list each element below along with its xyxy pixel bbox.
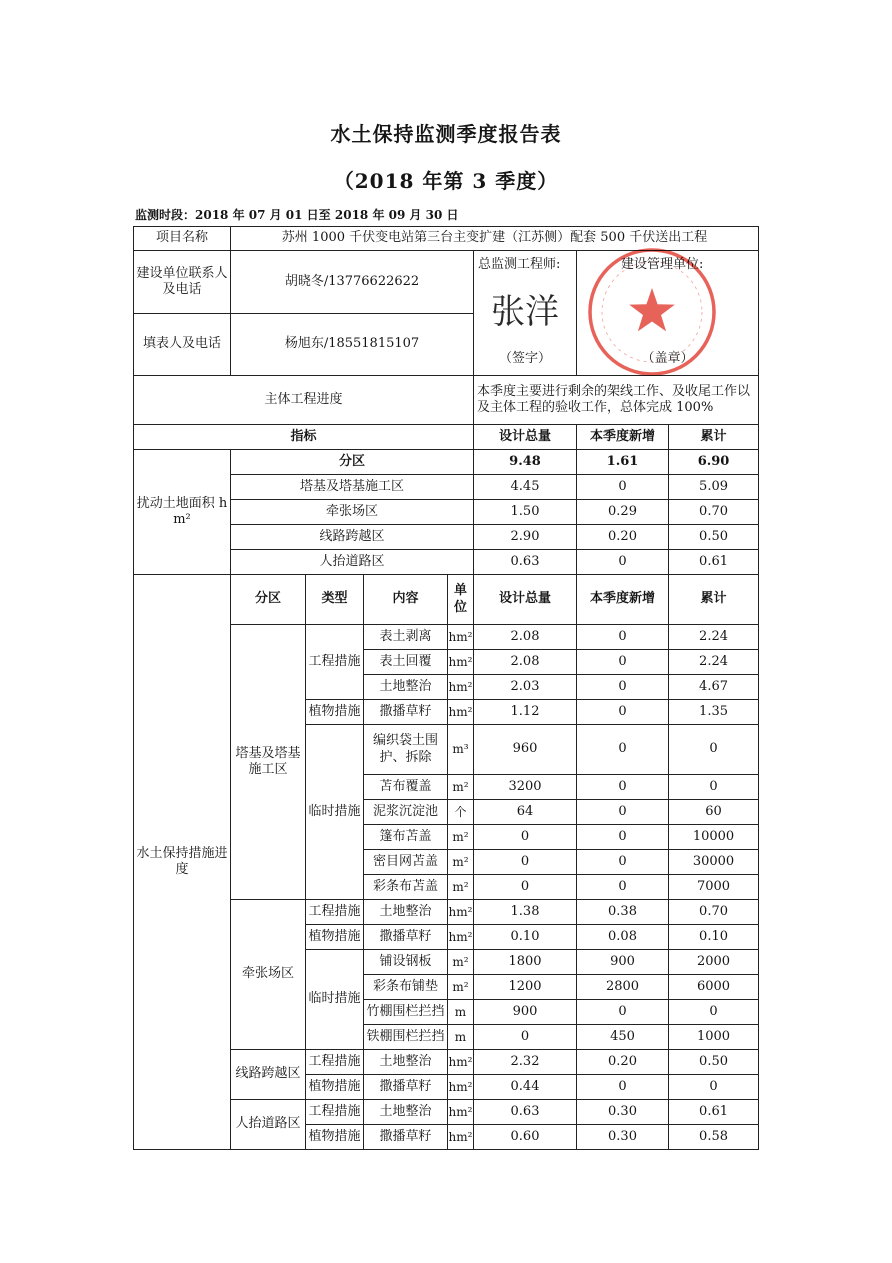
measure-unit: m [448, 1000, 474, 1025]
indicator-design-header: 设计总量 [474, 425, 577, 450]
measure-content: 彩条布苫盖 [364, 875, 448, 900]
measure-design: 1.38 [474, 900, 577, 925]
measure-total: 0.10 [669, 925, 759, 950]
measure-new: 2800 [577, 975, 669, 1000]
progress-value: 本季度主要进行剩余的架线工作、及收尾工作以及主体工程的验收工作，总体完成 100% [474, 376, 759, 425]
engineer-signature: 张洋 [491, 292, 559, 332]
measure-type: 工程措施 [306, 900, 364, 925]
measure-unit: m [448, 1025, 474, 1050]
disturbance-design: 9.48 [474, 450, 577, 475]
measure-content: 土地整治 [364, 675, 448, 700]
contact-value: 胡晓冬/13776622622 [231, 251, 474, 314]
measure-total: 1.35 [669, 700, 759, 725]
disturbance-zone: 牵张场区 [231, 500, 474, 525]
measure-design: 2.32 [474, 1050, 577, 1075]
measure-type: 工程措施 [306, 625, 364, 700]
measure-total: 0 [669, 1000, 759, 1025]
progress-label: 主体工程进度 [134, 376, 474, 425]
measure-content: 撒播草籽 [364, 925, 448, 950]
disturbance-new: 0.20 [577, 525, 669, 550]
measure-new: 900 [577, 950, 669, 975]
project-name-label: 项目名称 [134, 227, 231, 251]
measure-total: 10000 [669, 825, 759, 850]
measure-design: 0 [474, 1025, 577, 1050]
indicator-total-header: 累计 [669, 425, 759, 450]
measure-unit: m² [448, 975, 474, 1000]
disturbance-new: 0.29 [577, 500, 669, 525]
measure-new: 0 [577, 825, 669, 850]
measure-unit: 个 [448, 800, 474, 825]
measure-type: 临时措施 [306, 725, 364, 900]
measure-design: 0 [474, 825, 577, 850]
measure-total: 4.67 [669, 675, 759, 700]
measure-total: 2.24 [669, 650, 759, 675]
measure-unit: hm² [448, 1100, 474, 1125]
measure-type: 工程措施 [306, 1050, 364, 1075]
measure-design: 0 [474, 850, 577, 875]
disturbance-label: 扰动土地面积 hm² [134, 450, 231, 575]
owner-label: 建设管理单位: [621, 257, 704, 272]
measure-new: 0 [577, 850, 669, 875]
measure-total: 2.24 [669, 625, 759, 650]
measure-new: 0.30 [577, 1100, 669, 1125]
disturbance-zone: 分区 [231, 450, 474, 475]
measure-new: 0.38 [577, 900, 669, 925]
measure-type: 植物措施 [306, 1125, 364, 1150]
measure-new: 450 [577, 1025, 669, 1050]
measure-content: 表土回覆 [364, 650, 448, 675]
document-title: 水土保持监测季度报告表 [330, 122, 562, 146]
measure-total: 1000 [669, 1025, 759, 1050]
measure-design: 2.03 [474, 675, 577, 700]
measure-zone: 人抬道路区 [231, 1100, 306, 1150]
measure-zone: 牵张场区 [231, 900, 306, 1050]
measure-unit: hm² [448, 900, 474, 925]
disturbance-new: 1.61 [577, 450, 669, 475]
measure-design: 1200 [474, 975, 577, 1000]
measure-content: 竹棚围栏拦挡 [364, 1000, 448, 1025]
document-quarter: （2018 年第 3 季度） [333, 169, 559, 193]
measure-total: 0.58 [669, 1125, 759, 1150]
measure-unit: m² [448, 850, 474, 875]
measure-design: 2.08 [474, 650, 577, 675]
disturbance-design: 4.45 [474, 475, 577, 500]
measure-zone: 塔基及塔基施工区 [231, 625, 306, 900]
measure-new: 0 [577, 650, 669, 675]
measure-total: 30000 [669, 850, 759, 875]
measure-zone: 线路跨越区 [231, 1050, 306, 1100]
measure-new: 0 [577, 875, 669, 900]
measure-total: 7000 [669, 875, 759, 900]
measure-unit: m² [448, 950, 474, 975]
measure-total: 0.61 [669, 1100, 759, 1125]
measure-type: 植物措施 [306, 1075, 364, 1100]
measure-unit: hm² [448, 700, 474, 725]
measure-unit: m³ [448, 725, 474, 775]
measure-design: 0 [474, 875, 577, 900]
measures-zone-header: 分区 [231, 575, 306, 625]
engineer-label: 总监测工程师: [478, 257, 561, 272]
measure-content: 铺设钢板 [364, 950, 448, 975]
measure-type: 临时措施 [306, 950, 364, 1050]
owner-seal-note: （盖章） [641, 350, 694, 366]
disturbance-zone: 线路跨越区 [231, 525, 474, 550]
measures-total-header: 累计 [669, 575, 759, 625]
measure-design: 2.08 [474, 625, 577, 650]
measure-new: 0 [577, 700, 669, 725]
disturbance-zone: 塔基及塔基施工区 [231, 475, 474, 500]
measure-content: 篷布苫盖 [364, 825, 448, 850]
measure-unit: hm² [448, 1050, 474, 1075]
measure-new: 0 [577, 1000, 669, 1025]
measure-content: 撒播草籽 [364, 1075, 448, 1100]
disturbance-total: 0.50 [669, 525, 759, 550]
measure-unit: hm² [448, 675, 474, 700]
measure-design: 0.10 [474, 925, 577, 950]
measure-design: 900 [474, 1000, 577, 1025]
measure-design: 960 [474, 725, 577, 775]
measure-total: 0 [669, 1075, 759, 1100]
measure-unit: m² [448, 825, 474, 850]
measure-unit: hm² [448, 625, 474, 650]
measure-new: 0 [577, 725, 669, 775]
measure-new: 0 [577, 675, 669, 700]
disturbance-zone: 人抬道路区 [231, 550, 474, 575]
measure-new: 0.08 [577, 925, 669, 950]
measure-content: 编织袋土围护、拆除 [364, 725, 448, 775]
measure-unit: m² [448, 775, 474, 800]
indicator-new-header: 本季度新增 [577, 425, 669, 450]
measure-new: 0 [577, 1075, 669, 1100]
measure-design: 1.12 [474, 700, 577, 725]
disturbance-total: 0.70 [669, 500, 759, 525]
measure-content: 苫布覆盖 [364, 775, 448, 800]
disturbance-design: 1.50 [474, 500, 577, 525]
measure-design: 0.44 [474, 1075, 577, 1100]
measure-content: 撒播草籽 [364, 1125, 448, 1150]
measure-design: 3200 [474, 775, 577, 800]
measures-design-header: 设计总量 [474, 575, 577, 625]
measure-new: 0.30 [577, 1125, 669, 1150]
disturbance-design: 2.90 [474, 525, 577, 550]
measure-total: 0 [669, 775, 759, 800]
measure-content: 撒播草籽 [364, 700, 448, 725]
measure-design: 0.63 [474, 1100, 577, 1125]
measure-content: 土地整治 [364, 1100, 448, 1125]
measure-design: 0.60 [474, 1125, 577, 1150]
engineer-cell [474, 251, 577, 376]
measure-new: 0 [577, 625, 669, 650]
measure-design: 1800 [474, 950, 577, 975]
measure-new: 0.20 [577, 1050, 669, 1075]
disturbance-design: 0.63 [474, 550, 577, 575]
indicator-label: 指标 [134, 425, 474, 450]
measure-total: 60 [669, 800, 759, 825]
project-name-value: 苏州 1000 千伏变电站第三台主变扩建（江苏侧）配套 500 千伏送出工程 [231, 227, 759, 251]
measure-content: 彩条布铺垫 [364, 975, 448, 1000]
disturbance-total: 5.09 [669, 475, 759, 500]
measure-unit: m² [448, 875, 474, 900]
measures-type-header: 类型 [306, 575, 364, 625]
measures-content-header: 内容 [364, 575, 448, 625]
filler-label: 填表人及电话 [134, 314, 231, 376]
measure-total: 2000 [669, 950, 759, 975]
measure-total: 0.50 [669, 1050, 759, 1075]
measure-type: 植物措施 [306, 925, 364, 950]
measure-content: 土地整治 [364, 900, 448, 925]
engineer-sign-note: （签字） [498, 350, 551, 366]
measure-unit: hm² [448, 1075, 474, 1100]
measure-unit: hm² [448, 650, 474, 675]
disturbance-total: 6.90 [669, 450, 759, 475]
measure-content: 密目网苫盖 [364, 850, 448, 875]
disturbance-new: 0 [577, 475, 669, 500]
seal-star-icon [629, 288, 675, 331]
measure-unit: hm² [448, 1125, 474, 1150]
measure-content: 泥浆沉淀池 [364, 800, 448, 825]
measure-total: 0.70 [669, 900, 759, 925]
filler-value: 杨旭东/18551815107 [231, 314, 474, 376]
measure-new: 0 [577, 775, 669, 800]
contact-label: 建设单位联系人及电话 [134, 251, 231, 314]
monitoring-period: 监测时段：2018 年 07 月 01 日至 2018 年 09 月 30 日 [135, 208, 459, 222]
measures-unit-header: 单位 [448, 575, 474, 625]
disturbance-new: 0 [577, 550, 669, 575]
measure-type: 植物措施 [306, 700, 364, 725]
disturbance-total: 0.61 [669, 550, 759, 575]
measure-total: 0 [669, 725, 759, 775]
measure-design: 64 [474, 800, 577, 825]
measure-unit: hm² [448, 925, 474, 950]
measure-type: 工程措施 [306, 1100, 364, 1125]
measure-content: 表土剥离 [364, 625, 448, 650]
measures-new-header: 本季度新增 [577, 575, 669, 625]
measure-content: 铁棚围栏拦挡 [364, 1025, 448, 1050]
measure-new: 0 [577, 800, 669, 825]
official-seal-stamp [587, 247, 717, 377]
measure-total: 6000 [669, 975, 759, 1000]
measure-content: 土地整治 [364, 1050, 448, 1075]
measures-label: 水土保持措施进度 [134, 575, 231, 1150]
